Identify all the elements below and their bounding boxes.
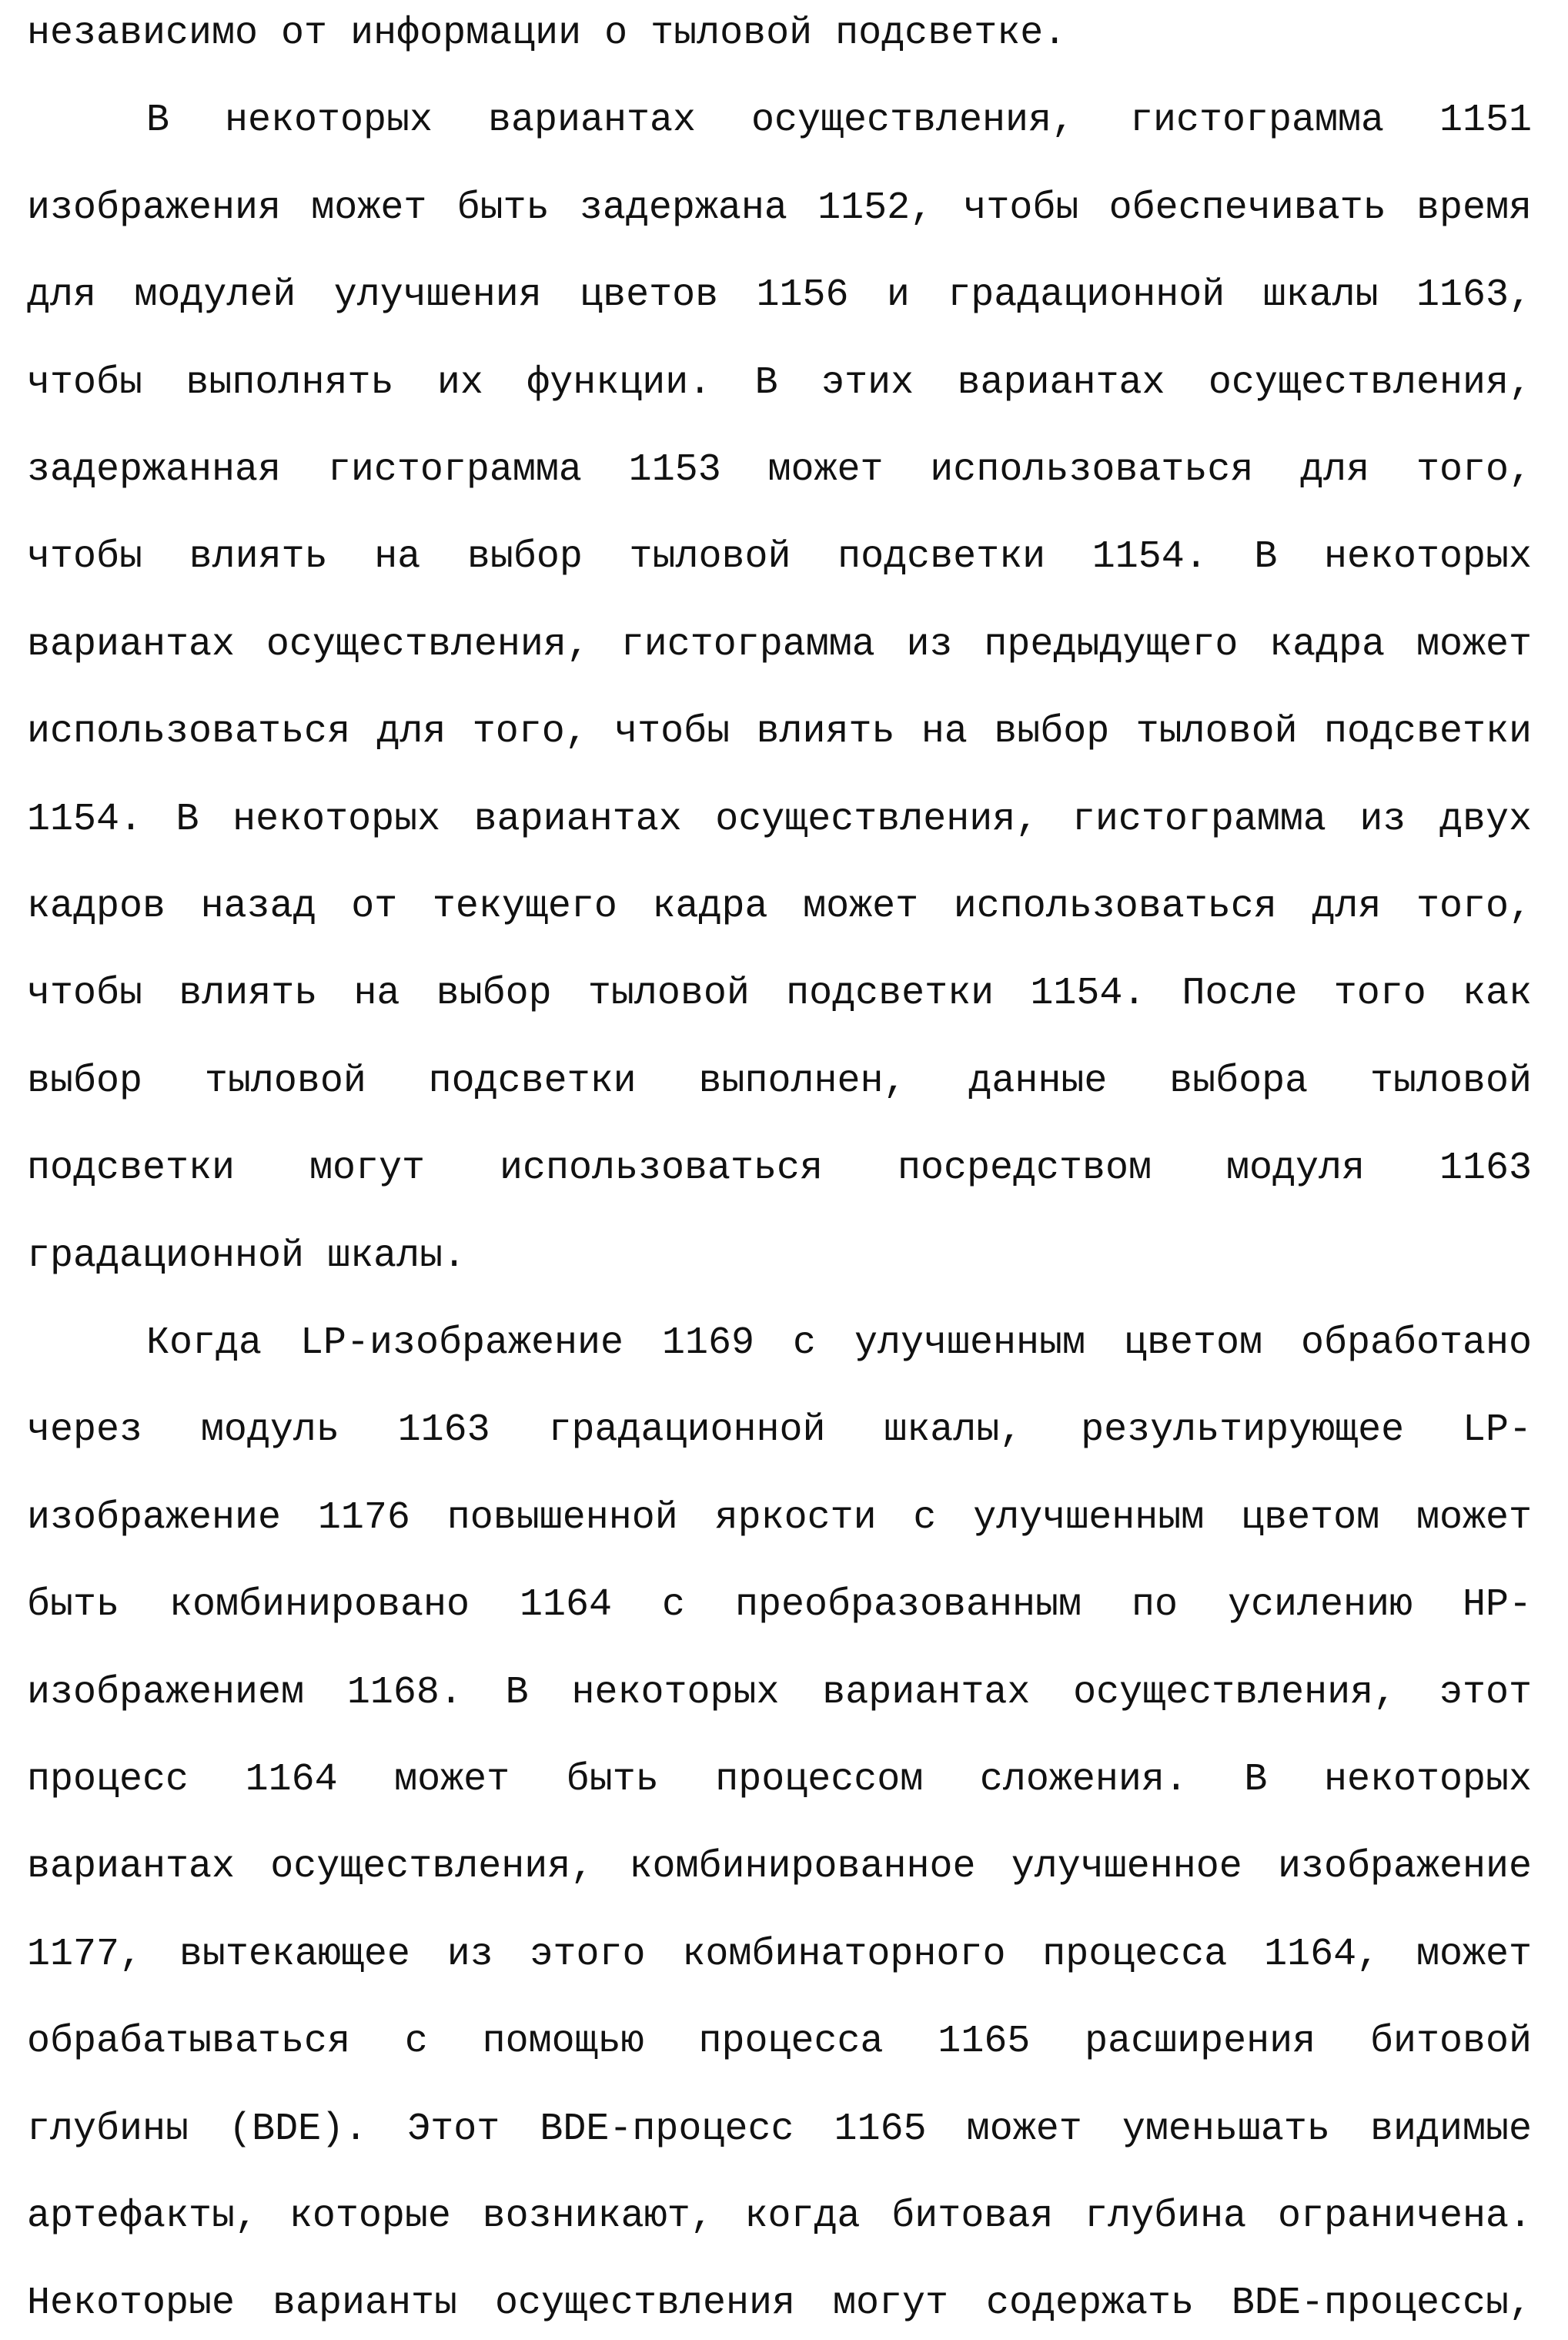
text-line: использоваться для того, чтобы влиять на выбор тыловой подсветки [27, 710, 1532, 755]
paragraph-first-line: В некоторых вариантах осуществления, гистограмма 1151 [146, 99, 1532, 143]
text-line: Некоторые варианты осуществления могут содержать BDE-процессы, [27, 2281, 1532, 2326]
text-line: подсветки могут использоваться посредством модуля 1163 [27, 1147, 1532, 1191]
text-line: для модулей улучшения цветов 1156 и градационной шкалы 1163, [27, 273, 1532, 318]
text-line: градационной шкалы. [27, 1234, 466, 1278]
paragraph-first-line: Когда LP-изображение 1169 с улучшенным цветом обработано [146, 1321, 1532, 1365]
text-line: через модуль 1163 градационной шкалы, результирующее LP- [27, 1408, 1532, 1453]
text-line: изображение 1176 повышенной яркости с улучшенным цветом может [27, 1495, 1532, 1540]
text-line: чтобы выполнять их функции. В этих вариантах осуществления, [27, 360, 1532, 405]
text-line: обрабатываться с помощью процесса 1165 расширения битовой [27, 2020, 1532, 2064]
text-line: задержанная гистограмма 1153 может использоваться для того, [27, 448, 1532, 492]
text-line: 1154. В некоторых вариантах осуществления, гистограмма из двух [27, 797, 1532, 842]
text-line: вариантах осуществления, комбинированное улучшенное изображение [27, 1845, 1532, 1890]
text-line: 1177, вытекающее из этого комбинаторного процесса 1164, может [27, 1932, 1532, 1977]
text-line: артефакты, которые возникают, когда битовая глубина ограничена. [27, 2194, 1532, 2238]
text-line: изображения может быть задержана 1152, чтобы обеспечивать время [27, 186, 1532, 230]
text-line: быть комбинировано 1164 с преобразованным по усилению HP- [27, 1583, 1532, 1628]
text-line: независимо от информации о тыловой подсветке. [27, 12, 1067, 55]
text-line: изображением 1168. В некоторых вариантах осуществления, этот [27, 1670, 1532, 1715]
text-line: кадров назад от текущего кадра может использоваться для того, [27, 885, 1532, 929]
text-line: чтобы влиять на выбор тыловой подсветки 1154. В некоторых [27, 535, 1532, 580]
text-line: чтобы влиять на выбор тыловой подсветки 1154. После того как [27, 972, 1532, 1016]
text-line: выбор тыловой подсветки выполнен, данные выбора тыловой [27, 1059, 1532, 1103]
text-line: вариантах осуществления, гистограмма из предыдущего кадра может [27, 622, 1532, 667]
text-line: процесс 1164 может быть процессом сложения. В некоторых [27, 1758, 1532, 1802]
text-line: глубины (BDE). Этот BDE-процесс 1165 может уменьшать видимые [27, 2107, 1532, 2151]
